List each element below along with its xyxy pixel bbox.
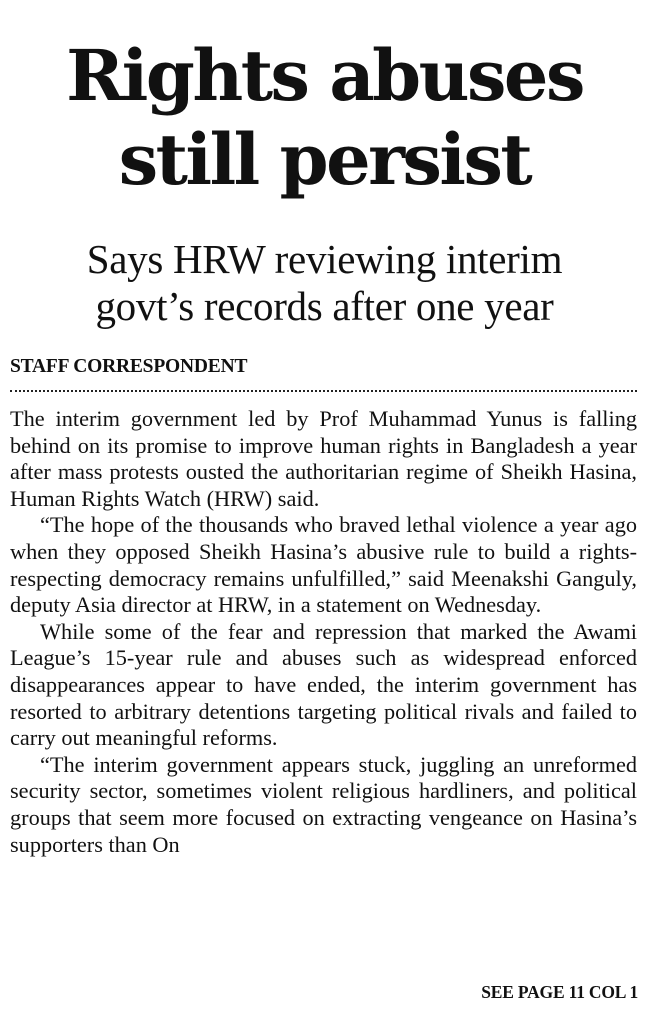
headline-line-1: Rights abuses (66, 34, 583, 117)
article-body (10, 406, 637, 858)
subheadline (0, 236, 649, 330)
article-paragraph-1: The interim government led by Prof Muhammad Yunus is falling behind on its promise to improve human rights in Bangladesh a year after mass protests ousted the authoritarian regime of Sheikh Hasina, Human Rights Watch (HRW) said. (10, 406, 637, 511)
continuation-reference: SEE PAGE 11 COL 1 (481, 982, 638, 1002)
headline-line-2: still persist (118, 118, 531, 201)
headline (0, 34, 649, 202)
byline: STAFF CORRESPONDENT (10, 356, 248, 377)
article-paragraph-3: While some of the fear and repression that marked the Awami League’s 15-year rule and abuses such as widespread enforced disappearances appear to have ended, the interim government has resorted to arbitrary detentions targeting political rivals and failed to carry out meaningful reforms. (10, 618, 637, 751)
article-paragraph-4: “The interim government appears stuck, juggling an unreformed security sector, sometimes violent religious hardliners, and political groups that seem more focused on extracting vengeance on Hasina’s supporters than On (10, 751, 637, 857)
dotted-divider (10, 390, 637, 392)
subheadline-line-1: Says HRW reviewing interim (86, 236, 563, 282)
subheadline-line-2: govt’s records after one year (95, 283, 554, 329)
article-paragraph-2: “The hope of the thousands who braved lethal violence a year ago when they opposed Sheikh Hasina’s abusive rule to build a rights-respecting democracy remains unfulfilled,” said Meenakshi Ganguly, deputy Asia director at HRW, in a statement on Wednesday. (10, 512, 637, 618)
